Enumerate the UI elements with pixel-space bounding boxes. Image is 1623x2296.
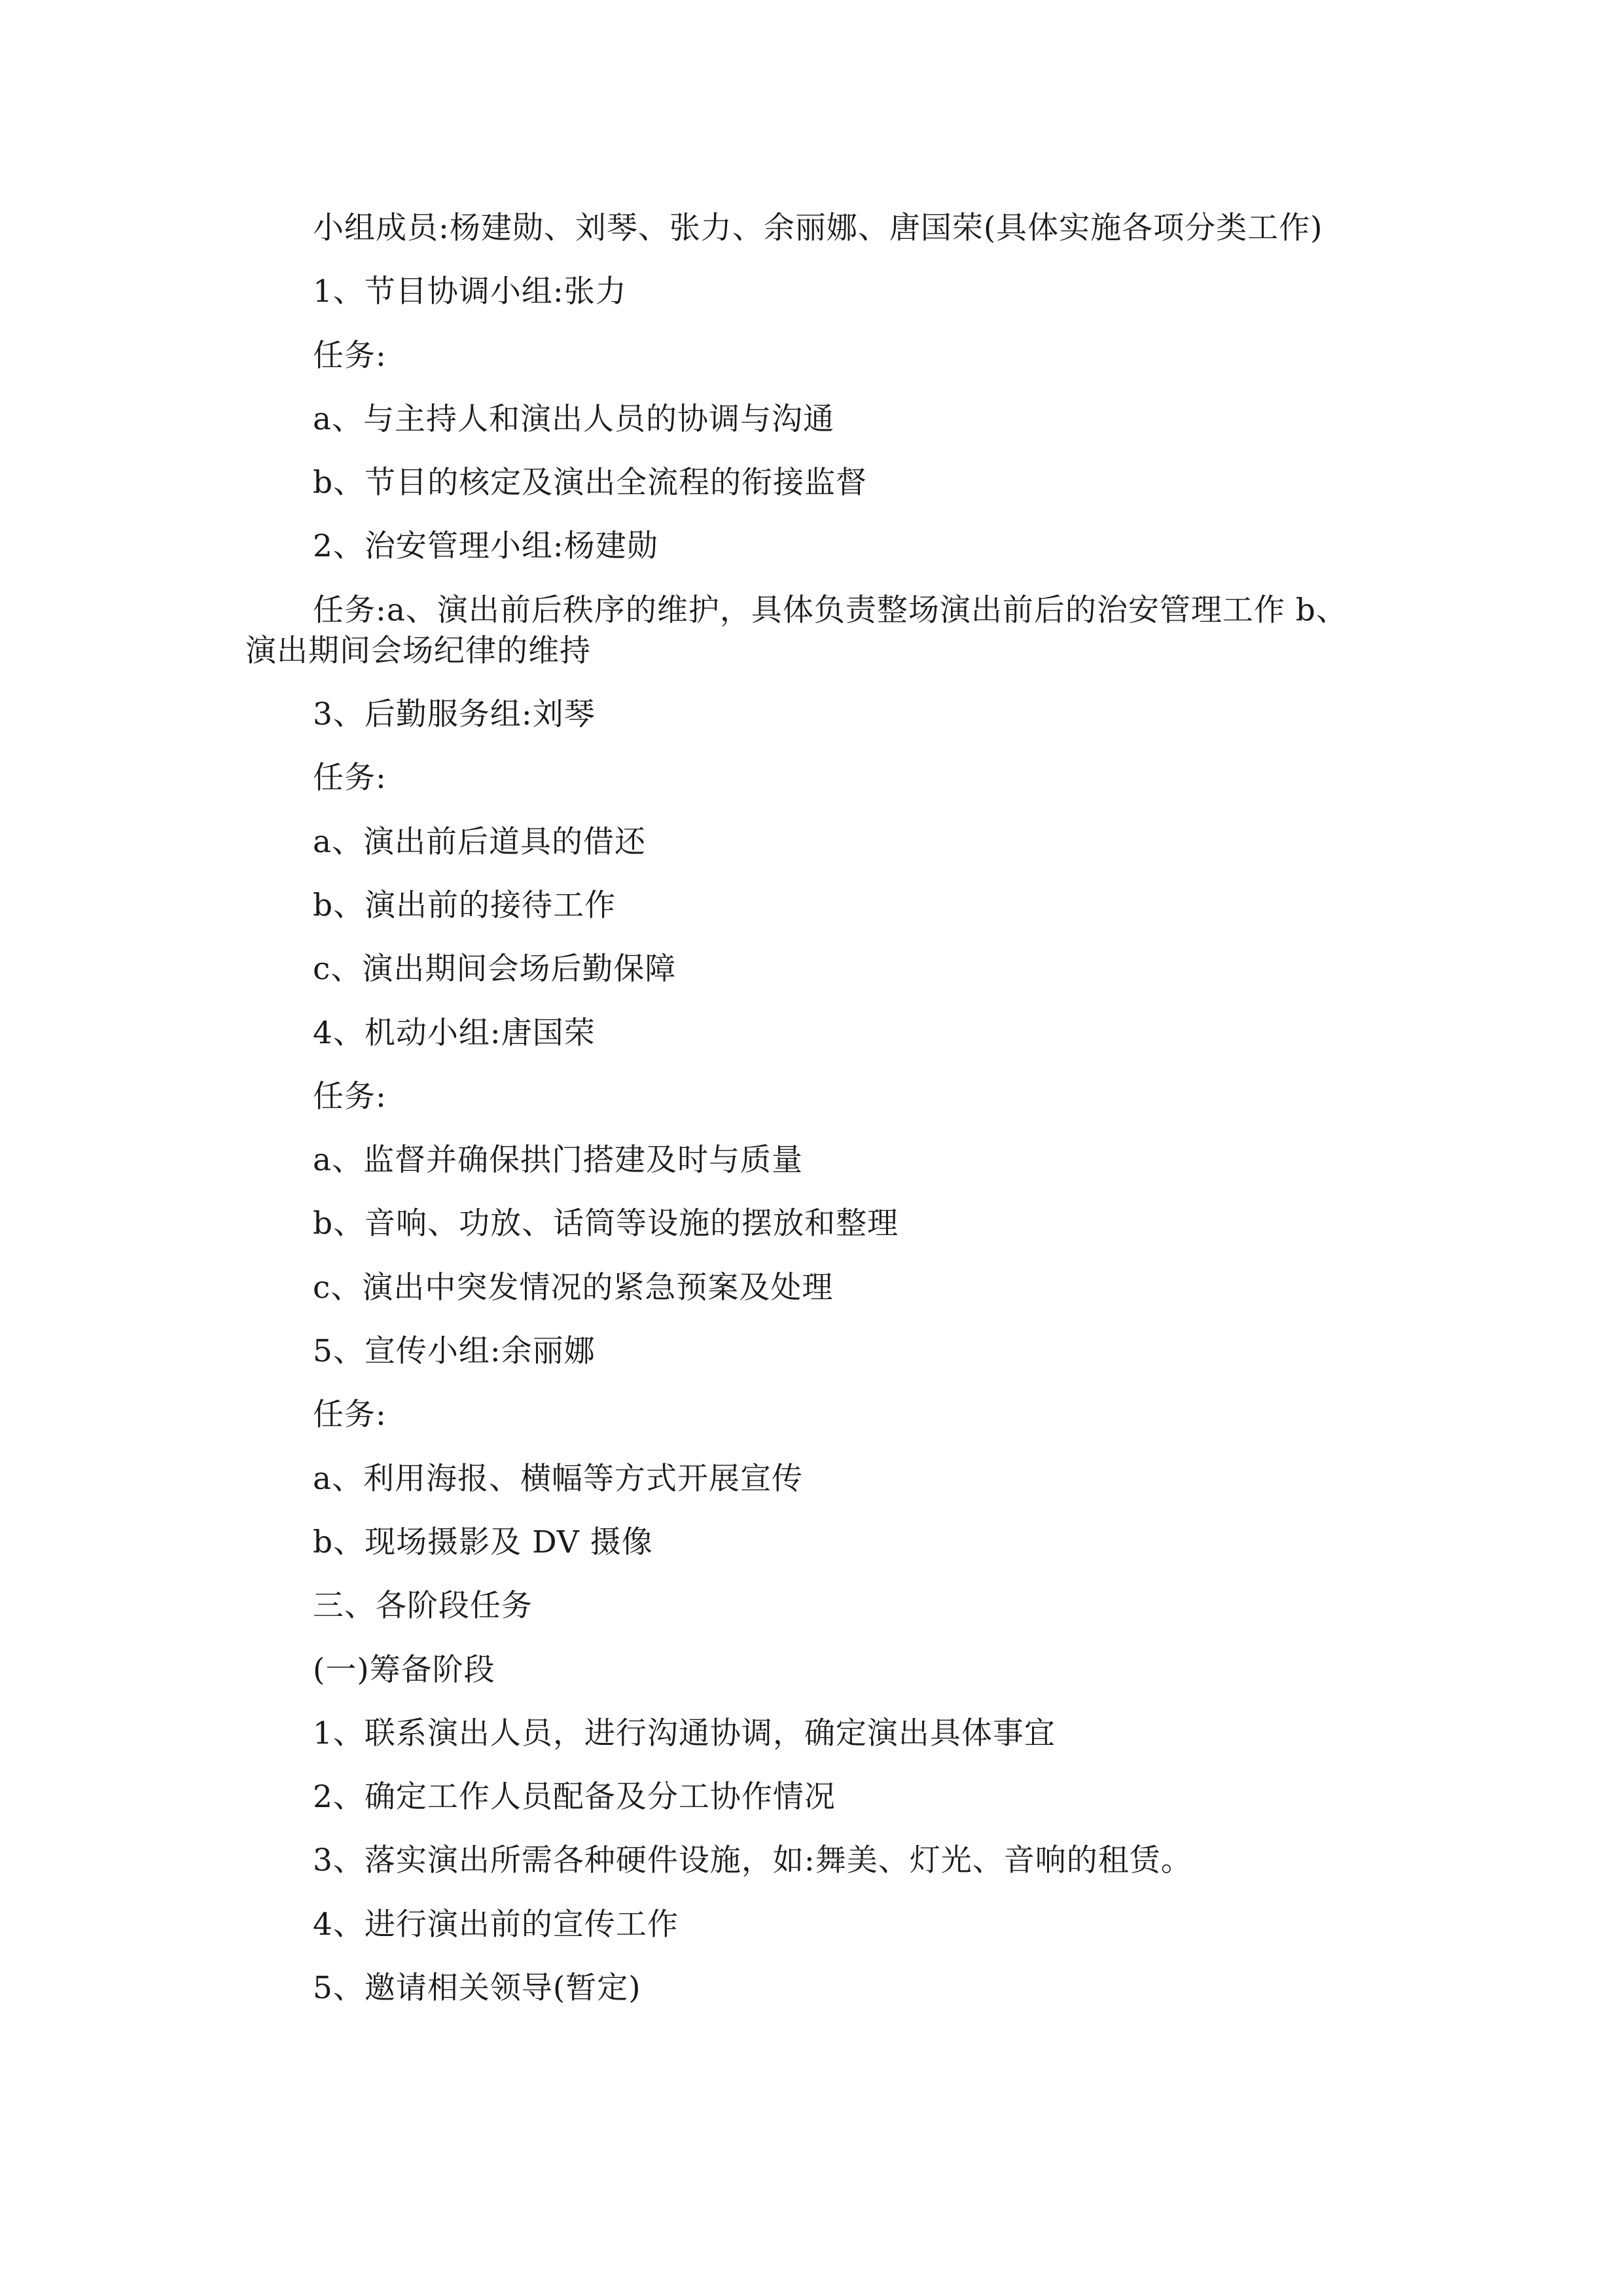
subsection-heading: (一)筹备阶段 (313, 1651, 495, 1688)
paragraph-security-tasks-continued: 演出期间会场纪律的维持 (245, 632, 591, 669)
list-item: 2、确定工作人员配备及分工协作情况 (313, 1779, 836, 1816)
section-heading: 三、各阶段任务 (313, 1588, 533, 1624)
paragraph-task-label: 任务: (313, 337, 387, 374)
paragraph-program-group: 1、节目协调小组:张力 (313, 274, 627, 310)
document-body (245, 208, 1410, 2032)
paragraph-mobile-group: 4、机动小组:唐国荣 (313, 1014, 596, 1051)
list-item: 5、邀请相关领导(暂定) (313, 1970, 641, 2007)
paragraph-security-tasks: 任务:a、演出前后秩序的维护，具体负责整场演出前后的治安管理工作 b、 (313, 592, 1347, 628)
list-item: c、演出期间会场后勤保障 (313, 951, 677, 988)
paragraph-security-group: 2、治安管理小组:杨建勋 (313, 528, 658, 565)
paragraph-publicity-group: 5、宣传小组:余丽娜 (313, 1333, 596, 1370)
list-item: 1、联系演出人员，进行沟通协调，确定演出具体事宜 (313, 1715, 1056, 1751)
paragraph-task-label: 任务: (313, 760, 387, 797)
paragraph-task-label: 任务: (313, 1078, 387, 1115)
list-item: b、节目的核定及演出全流程的衔接监督 (313, 465, 868, 501)
list-item: 3、落实演出所需各种硬件设施，如:舞美、灯光、音响的租赁。 (313, 1842, 1192, 1879)
list-item: 4、进行演出前的宣传工作 (313, 1906, 679, 1943)
list-item: c、演出中突发情况的紧急预案及处理 (313, 1269, 834, 1306)
list-item: b、演出前的接待工作 (313, 887, 616, 924)
paragraph-task-label: 任务: (313, 1397, 387, 1433)
list-item: b、现场摄影及 DV 摄像 (313, 1524, 653, 1560)
list-item: a、与主持人和演出人员的协调与沟通 (313, 401, 835, 437)
paragraph-team-members: 小组成员:杨建勋、刘琴、张力、余丽娜、唐国荣(具体实施各项分类工作) (313, 210, 1323, 246)
paragraph-logistics-group: 3、后勤服务组:刘琴 (313, 696, 596, 733)
list-item: a、利用海报、横幅等方式开展宣传 (313, 1460, 804, 1497)
list-item: b、音响、功放、话筒等设施的摆放和整理 (313, 1206, 899, 1242)
list-item: a、监督并确保拱门搭建及时与质量 (313, 1142, 804, 1179)
list-item: a、演出前后道具的借还 (313, 823, 647, 860)
